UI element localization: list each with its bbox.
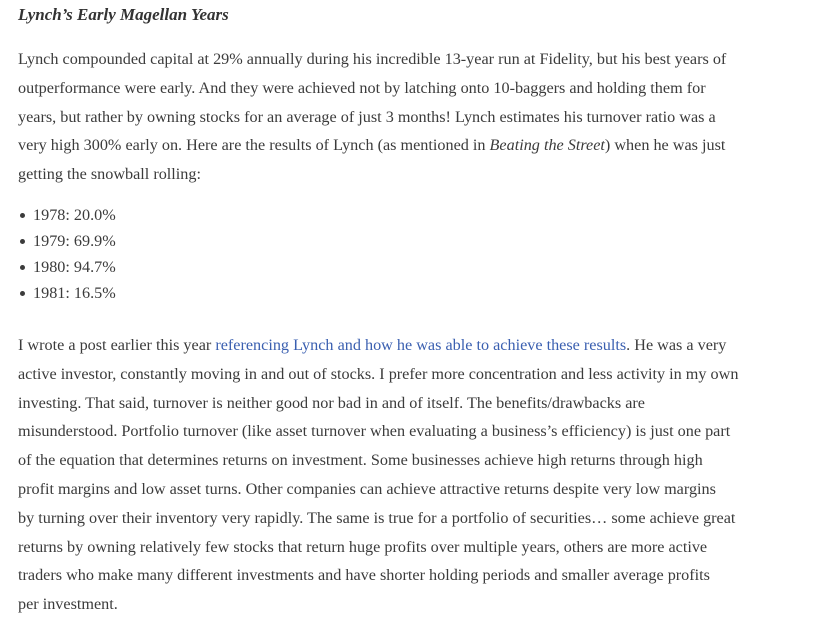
- paragraph-line: profit margins and low asset turns. Other companies can achieve attractive returns despite very low margins: [18, 479, 716, 498]
- paragraph-line: getting the snowball rolling:: [18, 165, 201, 184]
- list-item: [18, 228, 116, 254]
- paragraph-line: of the equation that determines returns on investment. Some businesses achieve high returns through high: [18, 451, 703, 470]
- book-title: Beating the Street: [489, 136, 605, 155]
- list-item-text: 1981: 16.5%: [33, 284, 116, 302]
- paragraph-line: [18, 131, 726, 160]
- paragraph-line: misunderstood. Portfolio turnover (like asset turnover when evaluating a business’s efficiency) is just one part: [18, 422, 731, 441]
- list-item: [18, 280, 116, 306]
- paragraph-line: by turning over their inventory very rapidly. The same is true for a portfolio of securities… some achieve great: [18, 508, 736, 527]
- paragraph-line: investing. That said, turnover is neither good nor bad in and of itself. The benefits/drawbacks are: [18, 393, 645, 412]
- paragraph-line: outperformance were early. And they were achieved not by latching onto 10-baggers and holding them for: [18, 78, 706, 97]
- paragraph-line: years, but rather by owning stocks for an average of just 3 months! Lynch estimates his turnover ratio was a: [18, 107, 716, 126]
- paragraph-line: per investment.: [18, 595, 118, 614]
- paragraph-line: [18, 331, 738, 360]
- results-list: [18, 202, 116, 306]
- list-item-text: 1978: 20.0%: [33, 206, 116, 224]
- list-item: [18, 202, 116, 228]
- bullet-icon: [20, 213, 25, 218]
- paragraph-line: traders who make many different investments and have shorter holding periods and smaller average profits: [18, 566, 710, 585]
- bullet-icon: [20, 239, 25, 244]
- text-fragment: ) when he was just: [604, 136, 726, 155]
- paragraph-line: returns by owning relatively few stocks that return huge profits over multiple years, others are more active: [18, 537, 708, 556]
- bullet-icon: [20, 265, 25, 270]
- list-item-text: 1979: 69.9%: [33, 232, 116, 250]
- list-item-text: 1980: 94.7%: [33, 258, 116, 276]
- discussion-paragraph: [18, 331, 738, 619]
- paragraph-line: Lynch compounded capital at 29% annually during his incredible 13-year run at Fidelity, but his best years of: [18, 50, 727, 68]
- text-fragment: very high 300% early on. Here are the results of Lynch (as mentioned in: [18, 136, 490, 155]
- bullet-icon: [20, 291, 25, 296]
- list-item: [18, 254, 116, 280]
- paragraph-line: active investor, constantly moving in and out of stocks. I prefer more concentration and less activity in my own: [18, 364, 739, 383]
- text-fragment: . He was a very: [626, 336, 727, 354]
- text-fragment: I wrote a post earlier this year: [18, 336, 216, 354]
- intro-paragraph: [18, 45, 726, 189]
- section-heading: Lynch’s Early Magellan Years: [18, 5, 229, 24]
- lynch-results-link[interactable]: referencing Lynch and how he was able to achieve these results: [215, 336, 627, 354]
